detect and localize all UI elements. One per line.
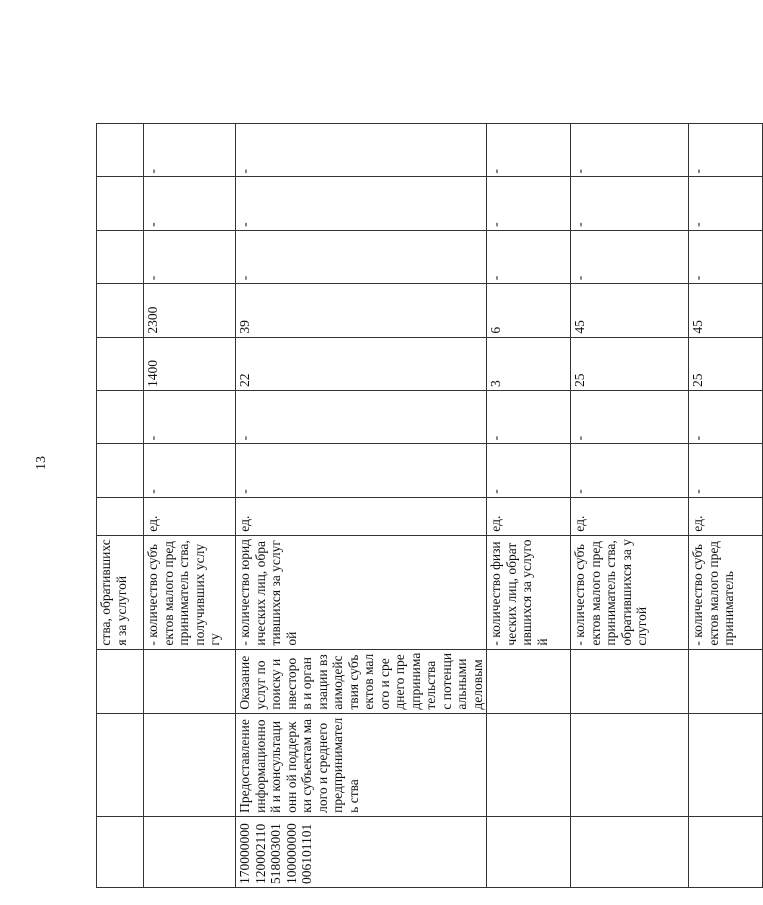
name-cell (689, 713, 763, 816)
value-cell: - (689, 177, 763, 230)
code-cell (571, 816, 689, 887)
value-cell: - (236, 230, 487, 283)
rotated-page-content (96, 123, 736, 888)
value-cell: 45 (571, 284, 689, 337)
value-cell: - (236, 124, 487, 178)
value-cell: - (487, 230, 571, 283)
value-cell: - (571, 391, 689, 444)
value-cell: 25 (571, 337, 689, 390)
value-cell (97, 391, 144, 444)
name-cell: Предоставление информационно й и консультационн ой поддержки субъектам малого и среднего предприниматель ства (236, 713, 487, 816)
value-cell: 25 (689, 337, 763, 390)
value-cell: 2300 (144, 284, 236, 337)
indicator-cell: ства, обратившихся за услугой (97, 535, 144, 649)
value-cell (97, 337, 144, 390)
unit-cell: ед. (571, 497, 689, 535)
value-cell (97, 284, 144, 337)
name-cell (571, 713, 689, 816)
value-cell: - (689, 444, 763, 497)
unit-cell: ед. (689, 497, 763, 535)
value-cell: 6 (487, 284, 571, 337)
unit-cell (97, 497, 144, 535)
value-cell: 39 (236, 284, 487, 337)
value-cell: - (236, 391, 487, 444)
value-cell (97, 177, 144, 230)
value-cell: - (571, 177, 689, 230)
value-cell (97, 230, 144, 283)
value-cell: - (571, 230, 689, 283)
indicator-cell: - количество субъектов малого предприниматель (689, 535, 763, 649)
indicator-cell: - количество субъектов малого предприниматель ства, обратившихся за услугой (571, 535, 689, 649)
value-cell (97, 444, 144, 497)
value-cell: 22 (236, 337, 487, 390)
name-cell (97, 713, 144, 816)
value-cell: - (236, 177, 487, 230)
service-cell (487, 649, 571, 713)
value-cell: 3 (487, 337, 571, 390)
table-row (236, 124, 487, 888)
code-cell (97, 816, 144, 887)
value-cell: - (487, 177, 571, 230)
unit-cell: ед. (236, 497, 487, 535)
table-row (571, 124, 689, 888)
indicator-cell: - количество субъектов малого предприниматель ства, получивших услугу (144, 535, 236, 649)
value-cell: - (144, 124, 236, 178)
service-cell (97, 649, 144, 713)
value-cell: - (689, 230, 763, 283)
indicator-cell: - количество юридических лиц, обратившихся за услугой (236, 535, 487, 649)
value-cell: - (487, 444, 571, 497)
value-cell: - (236, 444, 487, 497)
code-cell (487, 816, 571, 887)
value-cell: - (689, 124, 763, 178)
service-cell: Оказание услуг по поиску инвесторов и организации взаимодействия субъектов малого и среднего предпринимательства с потенциальными деловым (236, 649, 487, 713)
value-cell: - (487, 124, 571, 178)
value-cell: - (487, 391, 571, 444)
value-cell (97, 124, 144, 178)
value-cell: - (144, 444, 236, 497)
value-cell: - (689, 391, 763, 444)
table-row (487, 124, 571, 888)
value-cell: - (571, 444, 689, 497)
unit-cell: ед. (487, 497, 571, 535)
code-cell (689, 816, 763, 887)
value-cell: - (144, 391, 236, 444)
table-row (689, 124, 763, 888)
code-cell: 170000000 120002110 518003001 100000000 006101101 (236, 816, 487, 887)
value-cell: 1400 (144, 337, 236, 390)
name-cell (487, 713, 571, 816)
page-number: 13 (34, 456, 49, 470)
table-row (144, 124, 236, 888)
code-cell (144, 816, 236, 887)
value-cell: - (571, 124, 689, 178)
service-cell (144, 649, 236, 713)
unit-cell: ед. (144, 497, 236, 535)
table-row (97, 124, 144, 888)
service-cell (689, 649, 763, 713)
value-cell: - (144, 230, 236, 283)
value-cell: - (144, 177, 236, 230)
service-cell (571, 649, 689, 713)
name-cell (144, 713, 236, 816)
indicator-cell: - количество физических лиц, обратившихся за услугой (487, 535, 571, 649)
value-cell: 45 (689, 284, 763, 337)
services-table (96, 123, 763, 888)
